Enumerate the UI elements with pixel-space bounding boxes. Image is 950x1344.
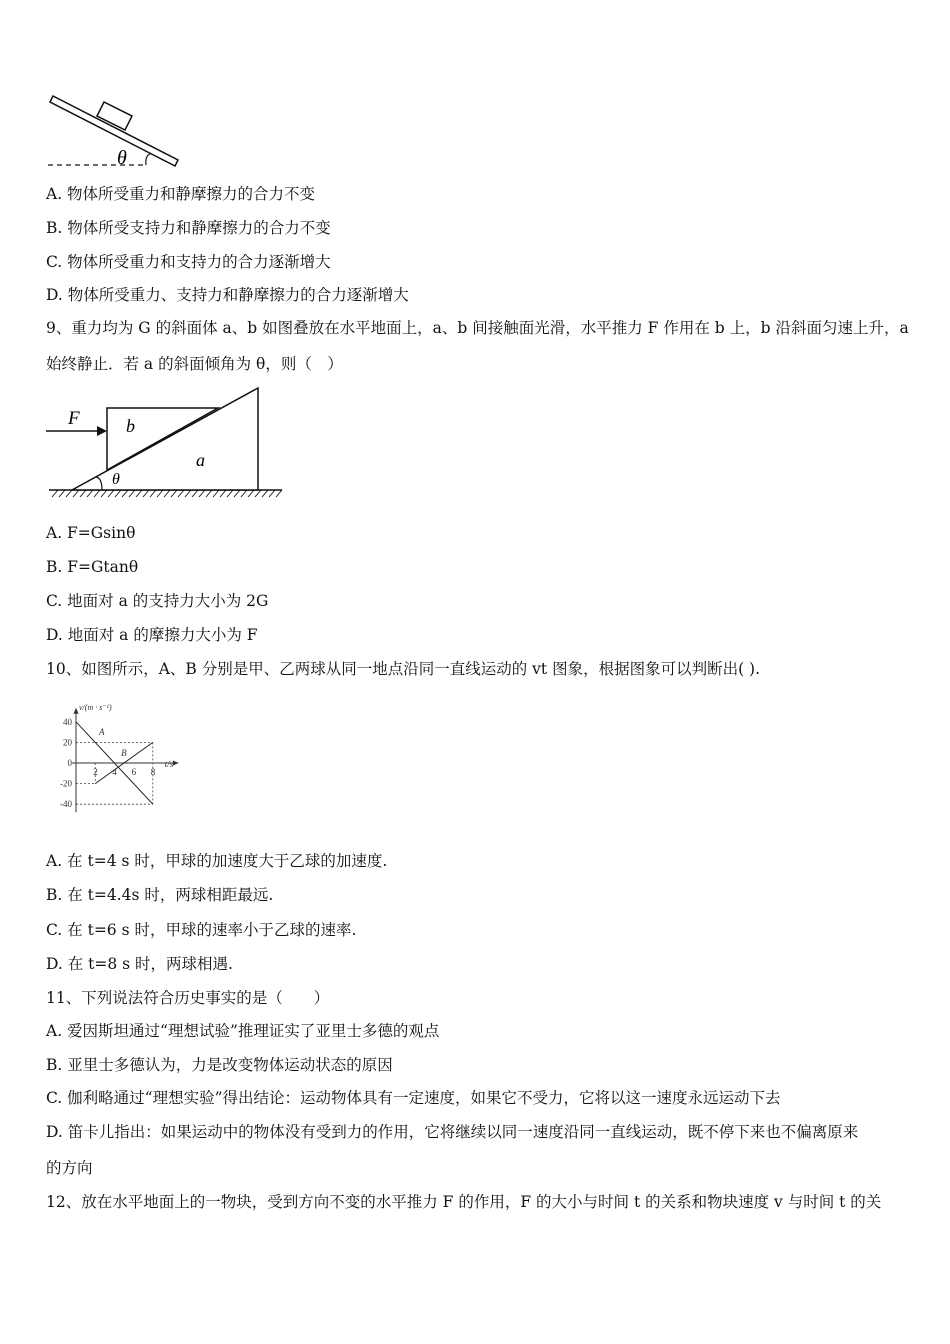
wedge-figure: [44, 380, 286, 502]
q12-stem: 12、放在水平地面上的一物块，受到方向不变的水平推力 F 的作用，F 的大小与时间 t 的关系和物块速度 v 与时间 t 的关: [46, 1193, 882, 1211]
block-b-label: b: [126, 416, 135, 436]
x-tick-label: 4: [112, 767, 117, 777]
x-axis-label: t/s: [164, 759, 174, 769]
q8-option-c: C. 物体所受重力和支持力的合力逐渐增大: [46, 253, 331, 271]
x-tick-label: 8: [150, 767, 156, 777]
ground-hatching: [52, 490, 282, 497]
q9-stem-line1: 9、重力均为 G 的斜面体 a、b 如图叠放在水平地面上，a、b 间接触面光滑，水平推力 F 作用在 b 上，b 沿斜面匀速上升，a: [46, 319, 909, 337]
q9-option-d: D. 地面对 a 的摩擦力大小为 F: [46, 626, 258, 644]
q8-option-a: A. 物体所受重力和静摩擦力的合力不变: [46, 185, 316, 203]
q11-option-c: C. 伽利略通过“理想实验”得出结论：运动物体具有一定速度，如果它不受力，它将以这一速度永远运动下去: [46, 1089, 781, 1107]
y-tick-label: -40: [60, 799, 72, 810]
y-tick-label: 20: [63, 737, 72, 748]
x-tick-label: 2: [93, 767, 98, 777]
q10-option-d: D. 在 t=8 s 时，两球相遇.: [46, 955, 233, 973]
q11-option-d: D. 笛卡儿指出：如果运动中的物体没有受到力的作用，它将继续以同一速度沿同一直线运动，既不停下来也不偏离原来: [46, 1123, 859, 1141]
q9-option-b: B. F=Gtanθ: [46, 558, 139, 576]
y-tick-label: 0: [67, 758, 72, 768]
q10-option-a: A. 在 t=4 s 时，甲球的加速度大于乙球的加速度.: [46, 852, 388, 870]
q9-option-a: A. F=Gsinθ: [46, 524, 136, 542]
q10-option-c: C. 在 t=6 s 时，甲球的速率小于乙球的速率.: [46, 921, 357, 939]
q8-option-d: D. 物体所受重力、支持力和静摩擦力的合力逐渐增大: [46, 286, 409, 304]
q8-option-b: B. 物体所受支持力和静摩擦力的合力不变: [46, 219, 331, 237]
y-axis-label: v/(m · s⁻¹): [79, 702, 112, 712]
angle-label: θ: [112, 471, 120, 488]
y-axis-arrow: [74, 708, 79, 714]
q11-stem: 11、下列说法符合历史事实的是（ ）: [46, 989, 330, 1007]
x-axis-arrow: [173, 761, 179, 766]
y-tick-label: -20: [60, 778, 72, 789]
series-label-b: B: [121, 747, 127, 758]
q9-option-c: C. 地面对 a 的支持力大小为 2G: [46, 592, 269, 610]
incline-figure: [44, 92, 184, 172]
q11-option-d-cont: 的方向: [46, 1159, 93, 1177]
wedge-a-label: a: [196, 450, 205, 470]
force-arrow-head: [97, 426, 107, 436]
q9-stem-line2: 始终静止．若 a 的斜面倾角为 θ，则（ ）: [46, 355, 343, 373]
theta-label: θ: [117, 147, 127, 169]
angle-arc: [146, 154, 150, 165]
q10-stem: 10、如图所示，A、B 分别是甲、乙两球从同一地点沿同一直线运动的 vt 图象，根据图象可以判断出( ).: [46, 660, 761, 678]
y-tick-label: 40: [63, 716, 72, 727]
wedge-a: [72, 388, 258, 490]
force-label: F: [68, 408, 80, 429]
x-tick-label: 6: [131, 767, 137, 777]
series-label-a: A: [99, 727, 105, 738]
q11-option-b: B. 亚里士多德认为，力是改变物体运动状态的原因: [46, 1056, 393, 1074]
q10-option-b: B. 在 t=4.4s 时，两球相距最远.: [46, 886, 274, 904]
q11-option-a: A. 爱因斯坦通过“理想试验”推理证实了亚里士多德的观点: [46, 1022, 440, 1040]
vt-chart: [46, 695, 226, 825]
